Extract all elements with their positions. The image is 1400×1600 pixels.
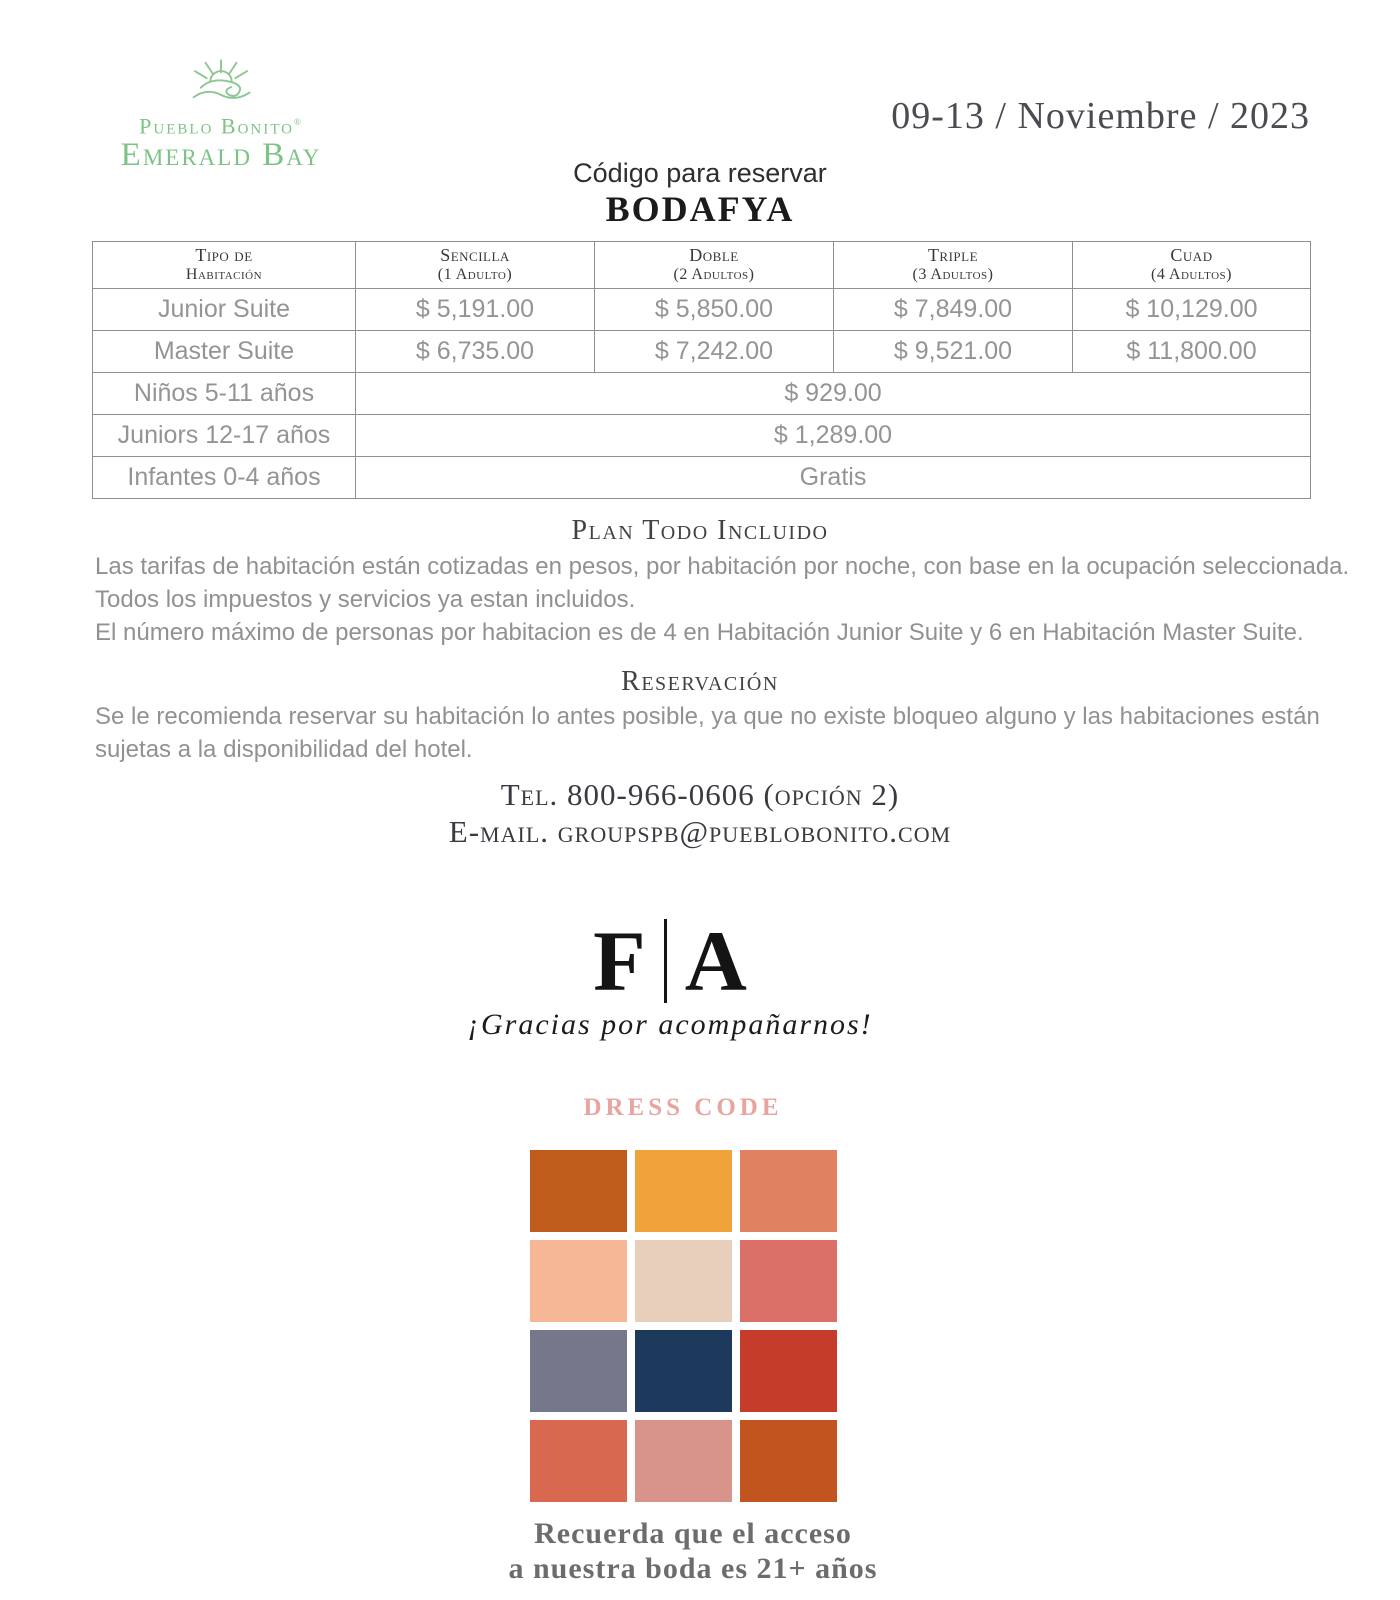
booking-code-label: Código para reservar xyxy=(573,158,827,188)
col-triple: Triple (3 Adultos) xyxy=(834,242,1073,289)
monogram-letter-right: A xyxy=(684,913,747,1009)
room-label: Juniors 12-17 años xyxy=(93,415,356,457)
room-label: Master Suite xyxy=(93,331,356,373)
table-header-row xyxy=(93,242,1311,289)
reservation-paragraph xyxy=(95,700,1320,766)
rate-cell-merged: $ 1,289.00 xyxy=(356,415,1311,457)
table-row-infantes xyxy=(93,457,1311,499)
email-line: E-mail. groupspb@pueblobonito.com xyxy=(448,814,952,849)
rates-table xyxy=(92,241,1311,499)
color-swatch xyxy=(740,1330,837,1412)
rate-cell: $ 5,191.00 xyxy=(356,289,595,331)
table-row-master-suite xyxy=(93,331,1311,373)
table-row-junior-suite xyxy=(93,289,1311,331)
rate-cell: $ 10,129.00 xyxy=(1073,289,1311,331)
color-swatch xyxy=(530,1150,627,1232)
room-label: Infantes 0-4 años xyxy=(93,457,356,499)
rate-cell-merged: $ 929.00 xyxy=(356,373,1311,415)
color-swatch xyxy=(740,1240,837,1322)
sun-over-waves-icon xyxy=(185,58,257,108)
plan-line: Las tarifas de habitación están cotizadas en pesos, por habitación por noche, con base en la ocupación seleccionada. xyxy=(95,553,1350,580)
rate-cell: $ 7,849.00 xyxy=(834,289,1073,331)
room-label: Niños 5-11 años xyxy=(93,373,356,415)
monogram-letter-left: F xyxy=(593,913,646,1009)
dress-code-grid xyxy=(530,1150,836,1502)
age-note-line: Recuerda que el acceso xyxy=(534,1517,852,1550)
color-swatch xyxy=(740,1150,837,1232)
age-restriction-note xyxy=(0,1516,1386,1586)
booking-code: BODAFYA xyxy=(605,189,795,229)
table-row-ninos xyxy=(93,373,1311,415)
color-swatch xyxy=(635,1420,732,1502)
reservation-line: sujetas a la disponibilidad del hotel. xyxy=(95,736,473,763)
color-swatch xyxy=(530,1420,627,1502)
room-label: Junior Suite xyxy=(93,289,356,331)
event-date: 09-13 / Noviembre / 2023 xyxy=(891,95,1310,137)
brand-logo xyxy=(86,58,356,172)
col-double: Doble (2 Adultos) xyxy=(595,242,834,289)
reservation-title: Reservación xyxy=(621,666,779,697)
color-swatch xyxy=(530,1330,627,1412)
plan-title: Plan Todo Incluido xyxy=(571,515,829,546)
rate-cell: $ 11,800.00 xyxy=(1073,331,1311,373)
col-single: Sencilla (1 Adulto) xyxy=(356,242,595,289)
col-room-type: Tipo de Habitación xyxy=(93,242,356,289)
table-row-juniors xyxy=(93,415,1311,457)
color-swatch xyxy=(635,1330,732,1412)
color-swatch xyxy=(635,1150,732,1232)
plan-paragraph xyxy=(95,550,1350,649)
rate-cell: $ 7,242.00 xyxy=(595,331,834,373)
brand-name: Pueblo Bonito® xyxy=(139,113,303,139)
resort-name: Emerald Bay xyxy=(120,137,322,174)
color-swatch xyxy=(530,1240,627,1322)
rate-cell: $ 6,735.00 xyxy=(356,331,595,373)
thanks-message: ¡Gracias por acompañarnos! xyxy=(467,1008,873,1041)
couple-monogram xyxy=(0,913,1340,1009)
reservation-line: Se le recomienda reservar su habitación lo antes posible, ya que no existe bloqueo alguno y las habitaciones están xyxy=(95,703,1320,730)
plan-line: El número máximo de personas por habitacion es de 4 en Habitación Junior Suite y 6 en Habitación Master Suite. xyxy=(95,619,1304,646)
plan-line: Todos los impuestos y servicios ya estan incluidos. xyxy=(95,586,636,613)
rate-cell: $ 5,850.00 xyxy=(595,289,834,331)
monogram-divider xyxy=(664,919,667,1003)
color-swatch xyxy=(740,1420,837,1502)
dress-code-section xyxy=(0,1094,1366,1502)
rate-cell-merged: Gratis xyxy=(356,457,1311,499)
age-note-line: a nuestra boda es 21+ años xyxy=(508,1552,878,1585)
trademark-symbol: ® xyxy=(293,117,303,127)
col-quad: Cuad (4 Adultos) xyxy=(1073,242,1311,289)
color-swatch xyxy=(635,1240,732,1322)
dress-code-title: DRESS CODE xyxy=(583,1094,783,1121)
rate-cell: $ 9,521.00 xyxy=(834,331,1073,373)
phone-line: Tel. 800-966-0606 (opción 2) xyxy=(500,777,900,812)
